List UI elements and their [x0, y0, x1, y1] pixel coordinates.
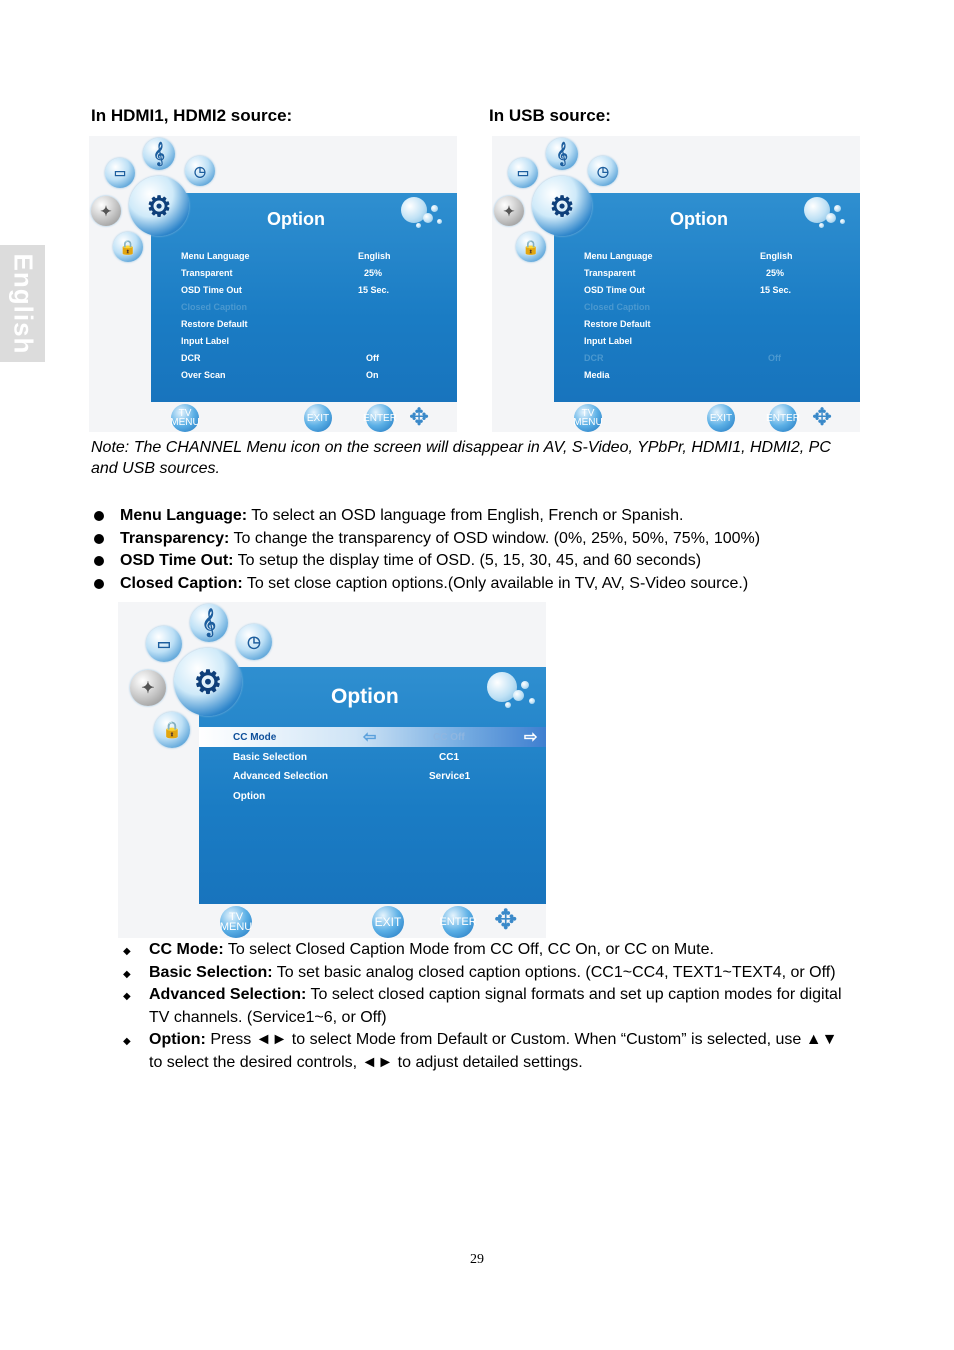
- lock-icon[interactable]: 🔒: [113, 232, 143, 262]
- osd-usb-panel: [554, 193, 860, 402]
- osd-hdmi-row-label[interactable]: Closed Caption: [181, 302, 248, 312]
- bullet-text: To change the transparency of OSD window. (0%, 25%, 50%, 75%, 100%): [229, 529, 761, 547]
- osd-usb-title: Option: [670, 209, 728, 229]
- bullet-term: OSD Time Out:: [120, 552, 234, 570]
- music-icon[interactable]: 𝄞: [546, 138, 578, 170]
- tv-menu-bottom: MENU: [219, 921, 253, 933]
- navigation-arrows-icon: ✥: [494, 904, 518, 935]
- enter-button[interactable]: ENTER: [366, 404, 394, 432]
- osd-hdmi-row-label[interactable]: DCR: [181, 353, 201, 363]
- list-item: [91, 573, 871, 596]
- sub-bullet-term: Basic Selection:: [149, 963, 273, 981]
- osd-hdmi-row-label[interactable]: Menu Language: [181, 251, 250, 261]
- osd-hdmi-row-value: Off: [366, 353, 379, 363]
- osd-hdmi-row-value: English: [358, 251, 391, 261]
- clock-icon[interactable]: ◷: [236, 624, 272, 660]
- osd-hdmi-row-label[interactable]: Transparent: [181, 268, 233, 278]
- osd-hdmi-row-label[interactable]: OSD Time Out: [181, 285, 242, 295]
- bullet-text: To setup the display time of OSD. (5, 15, 30, 45, and 60 seconds): [233, 552, 702, 570]
- exit-button[interactable]: EXIT: [304, 404, 332, 432]
- osd-cc-row-label[interactable]: Option: [233, 791, 266, 802]
- osd-cc-row-label[interactable]: CC Mode: [233, 732, 277, 743]
- enter-button[interactable]: ENTER: [442, 906, 474, 938]
- tv-menu-bottom: MENU: [170, 417, 200, 428]
- osd-usb-row-value: 15 Sec.: [760, 285, 792, 295]
- closed-caption-sub-list: [120, 939, 855, 1074]
- osd-cc-panel: [199, 667, 546, 904]
- heading-hdmi: In HDMI1, HDMI2 source:: [91, 106, 293, 125]
- list-item: [91, 505, 871, 528]
- list-item: [91, 528, 871, 551]
- osd-hdmi-row-label[interactable]: Input Label: [181, 336, 229, 346]
- osd-cc-row-label[interactable]: Advanced Selection: [233, 771, 329, 782]
- osd-usb-row-label[interactable]: Closed Caption: [584, 302, 651, 312]
- osd-usb-row-label[interactable]: DCR: [584, 353, 604, 363]
- tv-menu-top: TV: [581, 408, 595, 419]
- list-item: ◆ CC Mode: To select Closed Caption Mode from CC Off, CC On, or CC on Mute.: [123, 941, 714, 958]
- exit-button[interactable]: EXIT: [707, 404, 735, 432]
- osd-usb-row-label[interactable]: OSD Time Out: [584, 285, 645, 295]
- list-item: [91, 550, 871, 573]
- option-bullet-list: [91, 505, 871, 596]
- picture-icon[interactable]: ▭: [508, 158, 538, 188]
- sub-bullet-term: CC Mode:: [149, 941, 224, 958]
- bullet-term: Menu Language:: [120, 507, 248, 524]
- tv-menu-button[interactable]: [220, 906, 252, 938]
- navigation-arrows-icon: ✥: [409, 404, 430, 431]
- bullet-term: Closed Caption:: [120, 575, 243, 593]
- tv-menu-button[interactable]: [574, 404, 602, 432]
- language-side-tab: [0, 245, 45, 362]
- clock-icon[interactable]: ◷: [588, 156, 618, 186]
- osd-hdmi-row-label[interactable]: Over Scan: [181, 370, 226, 380]
- picture-icon[interactable]: ▭: [105, 158, 135, 188]
- tv-menu-top: TV: [178, 408, 192, 419]
- lock-icon[interactable]: 🔒: [516, 232, 546, 262]
- osd-cc-title: Option: [331, 685, 399, 708]
- tv-menu-top: TV: [228, 911, 244, 923]
- osd-cc-screenshot: [118, 602, 546, 938]
- osd-hdmi-row-value: 15 Sec.: [358, 285, 390, 295]
- bullet-text: To select an OSD language from English, French or Spanish.: [247, 507, 684, 524]
- sub-bullet-term: Advanced Selection:: [149, 986, 307, 1003]
- note-text: Note: The CHANNEL Menu icon on the screen will disappear in AV, S-Video, YPbPr, HDMI1, HDMI2, PC and USB sources.: [91, 439, 831, 477]
- picture-icon[interactable]: ▭: [146, 626, 182, 662]
- clock-icon[interactable]: ◷: [185, 156, 215, 186]
- osd-usb-row-label[interactable]: Media: [584, 370, 610, 380]
- gear-icon[interactable]: ⚙: [129, 176, 189, 236]
- bullet-text: To set close caption options.(Only available in TV, AV, S-Video source.): [242, 575, 749, 593]
- osd-usb-row-value: English: [760, 251, 793, 261]
- osd-usb-row-label[interactable]: Restore Default: [584, 319, 651, 329]
- bullet-term: Transparency:: [120, 529, 230, 547]
- channel-icon[interactable]: ✦: [91, 196, 121, 226]
- gear-icon[interactable]: ⚙: [174, 648, 242, 716]
- osd-hdmi-row-value: On: [366, 370, 379, 380]
- osd-usb-row-label[interactable]: Menu Language: [584, 251, 653, 261]
- sub-bullet-text: To select closed caption signal formats and set up caption modes for digital TV channels. (Service1~6, or Off): [149, 986, 842, 1026]
- list-item: ◆ Option: Press ◄► to select Mode from Default or Custom. When “Custom” is selected, use ▲▼ to select the desired controls, ◄► to adjust detailed settings.: [123, 1031, 838, 1071]
- osd-usb-row-label[interactable]: Input Label: [584, 336, 632, 346]
- page-number: 29: [470, 1252, 484, 1267]
- osd-cc-row-label[interactable]: Basic Selection: [233, 752, 307, 763]
- sub-bullet-text: Press ◄► to select Mode from Default or Custom. When “Custom” is selected, use ▲▼ to select the desired controls, ◄► to adjust detailed settings.: [149, 1031, 838, 1071]
- sub-bullet-text: To set basic analog closed caption options. (CC1~CC4, TEXT1~TEXT4, or Off): [272, 963, 836, 981]
- tv-menu-button[interactable]: [171, 404, 199, 432]
- sub-bullet-term: Option:: [149, 1031, 206, 1048]
- osd-cc-row-value: CC1: [439, 752, 460, 763]
- osd-usb-row-label[interactable]: Transparent: [584, 268, 636, 278]
- osd-hdmi-row-label[interactable]: Restore Default: [181, 319, 248, 329]
- lock-icon[interactable]: 🔒: [154, 712, 190, 748]
- enter-button[interactable]: ENTER: [769, 404, 797, 432]
- osd-usb-row-value: Off: [768, 353, 781, 363]
- exit-button[interactable]: EXIT: [372, 906, 404, 938]
- sub-bullet-text: To select Closed Caption Mode from CC Off, CC On, or CC on Mute.: [223, 941, 714, 958]
- osd-hdmi-title: Option: [267, 209, 325, 229]
- osd-hdmi-screenshot: [89, 136, 457, 432]
- osd-cc-row-value: Service1: [429, 771, 471, 782]
- osd-hdmi-row-value: 25%: [364, 268, 383, 278]
- heading-usb: In USB source:: [489, 106, 611, 125]
- navigation-arrows-icon: ✥: [812, 404, 833, 431]
- channel-icon[interactable]: ✦: [494, 196, 524, 226]
- tv-menu-bottom: MENU: [573, 417, 603, 428]
- music-icon[interactable]: 𝄞: [143, 138, 175, 170]
- osd-cc-row-value: CC Off: [433, 732, 465, 743]
- music-icon[interactable]: 𝄞: [190, 604, 228, 642]
- gear-icon[interactable]: ⚙: [532, 176, 592, 236]
- osd-hdmi-panel: [151, 193, 457, 402]
- side-tab-label: English: [8, 253, 38, 354]
- list-item: ◆ Basic Selection: To set basic analog closed caption options. (CC1~CC4, TEXT1~TEXT4, or Off): [123, 963, 836, 981]
- left-arrow-icon[interactable]: ⇦: [363, 729, 377, 746]
- channel-icon[interactable]: ✦: [130, 670, 166, 706]
- list-item: ◆ Advanced Selection: To select closed caption signal formats and set up caption modes for digital TV channels. (Service1~6, or Off): [123, 986, 842, 1026]
- osd-usb-screenshot: [492, 136, 860, 432]
- right-arrow-icon[interactable]: ⇨: [524, 729, 538, 746]
- osd-usb-row-value: 25%: [766, 268, 785, 278]
